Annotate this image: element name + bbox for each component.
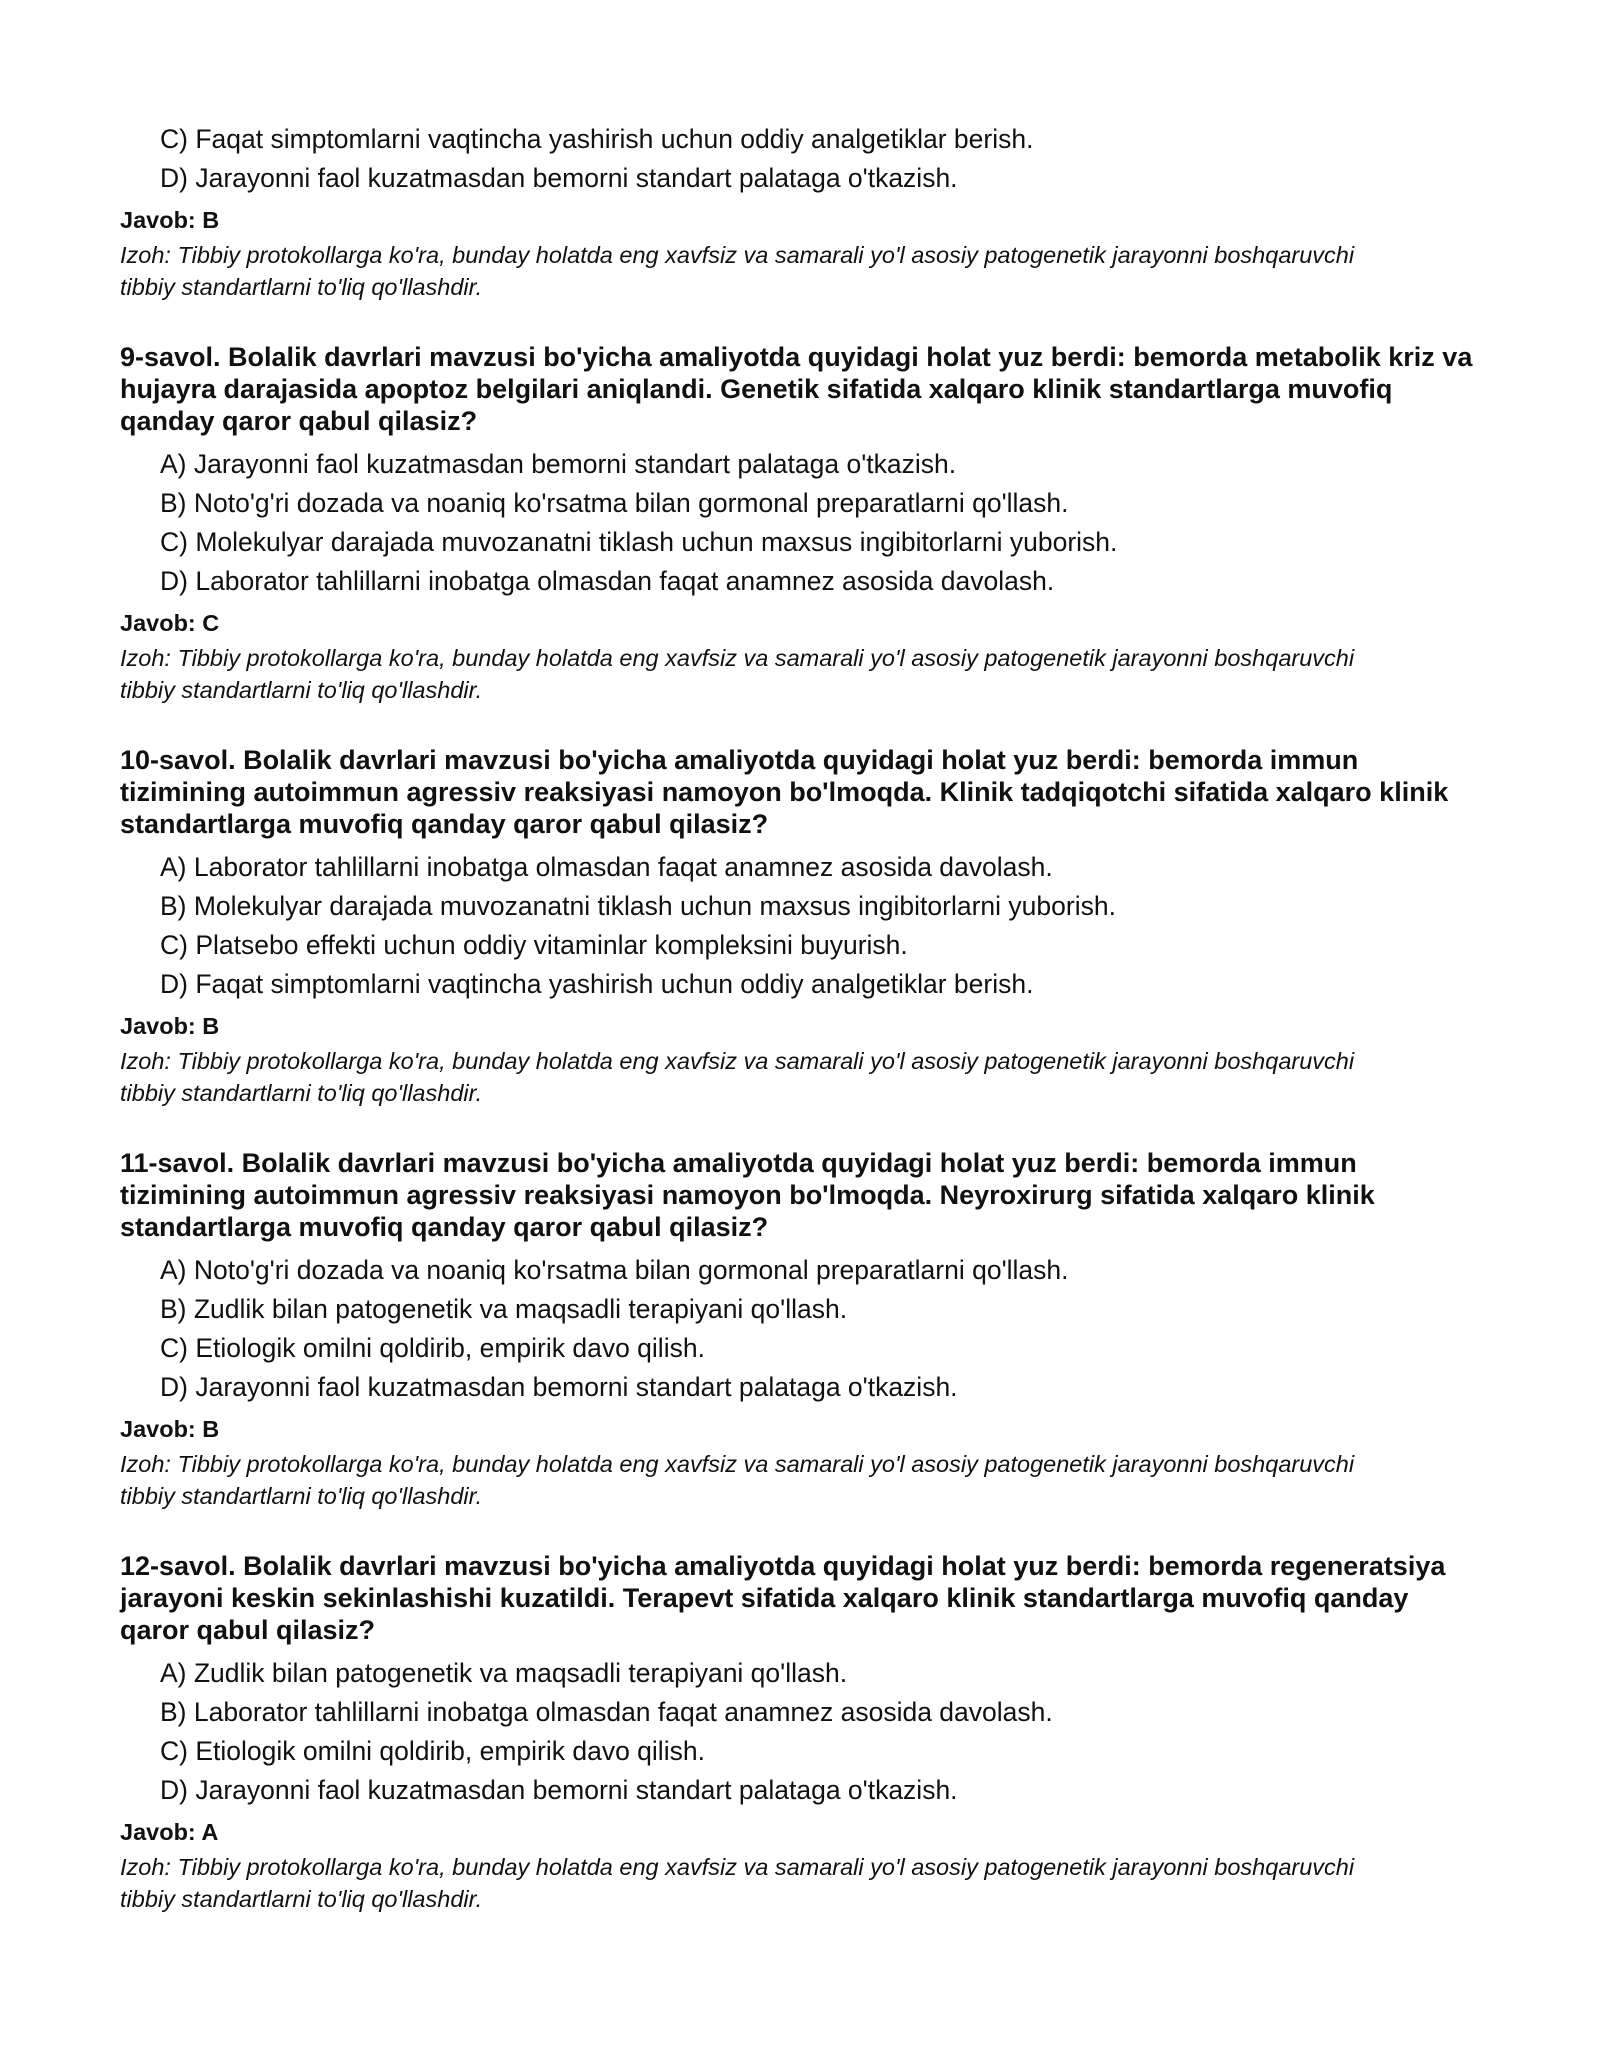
explanation-note: Izoh: Tibbiy protokollarga ko'ra, bunday holatda eng xavfsiz va samarali yo'l asosiy patogenetik jarayonni boshqaruvchi tibbiy standartlarni to'liq qo'llashdir. <box>120 242 1355 300</box>
question-block-8-continuation <box>120 120 1480 303</box>
option-a: A) Laborator tahlillarni inobatga olmasdan faqat anamnez asosida davolash. <box>160 852 1053 882</box>
explanation-note: Izoh: Tibbiy protokollarga ko'ra, bunday holatda eng xavfsiz va samarali yo'l asosiy patogenetik jarayonni boshqaruvchi tibbiy standartlarni to'liq qo'llashdir. <box>120 1451 1355 1509</box>
option-c: C) Etiologik omilni qoldirib, empirik davo qilish. <box>160 1736 705 1766</box>
question-block-11 <box>120 1147 1480 1512</box>
answer-label: Javob: A <box>120 1819 219 1845</box>
option-a: A) Noto'g'ri dozada va noaniq ko'rsatma bilan gormonal preparatlarni qo'llash. <box>160 1255 1069 1285</box>
option-d: D) Laborator tahlillarni inobatga olmasdan faqat anamnez asosida davolash. <box>160 566 1055 596</box>
question-text: 9-savol. Bolalik davrlari mavzusi bo'yicha amaliyotda quyidagi holat yuz berdi: bemorda metabolik kriz va hujayra darajasida apoptoz belgilari aniqlandi. Genetik sifatida xalqaro klinik standartlarga muvofiq qanday qaror qabul qilasiz? <box>120 342 1473 436</box>
option-b: B) Molekulyar darajada muvozanatni tiklash uchun maxsus ingibitorlarni yuborish. <box>160 891 1116 921</box>
question-block-10 <box>120 744 1480 1109</box>
option-a: A) Zudlik bilan patogenetik va maqsadli terapiyani qo'llash. <box>160 1658 848 1688</box>
document-page <box>120 120 1480 1915</box>
option-b: B) Laborator tahlillarni inobatga olmasdan faqat anamnez asosida davolash. <box>160 1697 1053 1727</box>
option-c: C) Molekulyar darajada muvozanatni tiklash uchun maxsus ingibitorlarni yuborish. <box>160 527 1118 557</box>
explanation-note: Izoh: Tibbiy protokollarga ko'ra, bunday holatda eng xavfsiz va samarali yo'l asosiy patogenetik jarayonni boshqaruvchi tibbiy standartlarni to'liq qo'llashdir. <box>120 1854 1355 1912</box>
option-b: B) Noto'g'ri dozada va noaniq ko'rsatma bilan gormonal preparatlarni qo'llash. <box>160 488 1069 518</box>
explanation-note: Izoh: Tibbiy protokollarga ko'ra, bunday holatda eng xavfsiz va samarali yo'l asosiy patogenetik jarayonni boshqaruvchi tibbiy standartlarni to'liq qo'llashdir. <box>120 1048 1355 1106</box>
option-d: D) Jarayonni faol kuzatmasdan bemorni standart palataga o'tkazish. <box>160 163 958 193</box>
option-b: B) Zudlik bilan patogenetik va maqsadli terapiyani qo'llash. <box>160 1294 848 1324</box>
answer-label: Javob: B <box>120 1416 220 1442</box>
option-c: C) Faqat simptomlarni vaqtincha yashirish uchun oddiy analgetiklar berish. <box>160 124 1034 154</box>
option-d: D) Jarayonni faol kuzatmasdan bemorni standart palataga o'tkazish. <box>160 1775 958 1805</box>
answer-label: Javob: C <box>120 610 220 636</box>
option-d: D) Jarayonni faol kuzatmasdan bemorni standart palataga o'tkazish. <box>160 1372 958 1402</box>
option-c: C) Platsebo effekti uchun oddiy vitaminlar kompleksini buyurish. <box>160 930 908 960</box>
question-text: 11-savol. Bolalik davrlari mavzusi bo'yicha amaliyotda quyidagi holat yuz berdi: bemorda immun tizimining autoimmun agressiv reaksiyasi namoyon bo'lmoqda. Neyroxirurg sifatida xalqaro klinik standartlarga muvofiq qanday qaror qabul qilasiz? <box>120 1148 1375 1242</box>
option-c: C) Etiologik omilni qoldirib, empirik davo qilish. <box>160 1333 705 1363</box>
answer-label: Javob: B <box>120 207 220 233</box>
option-d: D) Faqat simptomlarni vaqtincha yashirish uchun oddiy analgetiklar berish. <box>160 969 1034 999</box>
question-text: 12-savol. Bolalik davrlari mavzusi bo'yicha amaliyotda quyidagi holat yuz berdi: bemorda regeneratsiya jarayoni keskin sekinlashishi kuzatildi. Terapevt sifatida xalqaro klinik standartlarga muvofiq qanday qaror qabul qilasiz? <box>120 1551 1446 1645</box>
question-text: 10-savol. Bolalik davrlari mavzusi bo'yicha amaliyotda quyidagi holat yuz berdi: bemorda immun tizimining autoimmun agressiv reaksiyasi namoyon bo'lmoqda. Klinik tadqiqotchi sifatida xalqaro klinik standartlarga muvofiq qanday qaror qabul qilasiz? <box>120 745 1449 839</box>
option-a: A) Jarayonni faol kuzatmasdan bemorni standart palataga o'tkazish. <box>160 449 957 479</box>
explanation-note: Izoh: Tibbiy protokollarga ko'ra, bunday holatda eng xavfsiz va samarali yo'l asosiy patogenetik jarayonni boshqaruvchi tibbiy standartlarni to'liq qo'llashdir. <box>120 645 1355 703</box>
answer-label: Javob: B <box>120 1013 220 1039</box>
question-block-9 <box>120 341 1480 706</box>
question-block-12 <box>120 1550 1480 1915</box>
